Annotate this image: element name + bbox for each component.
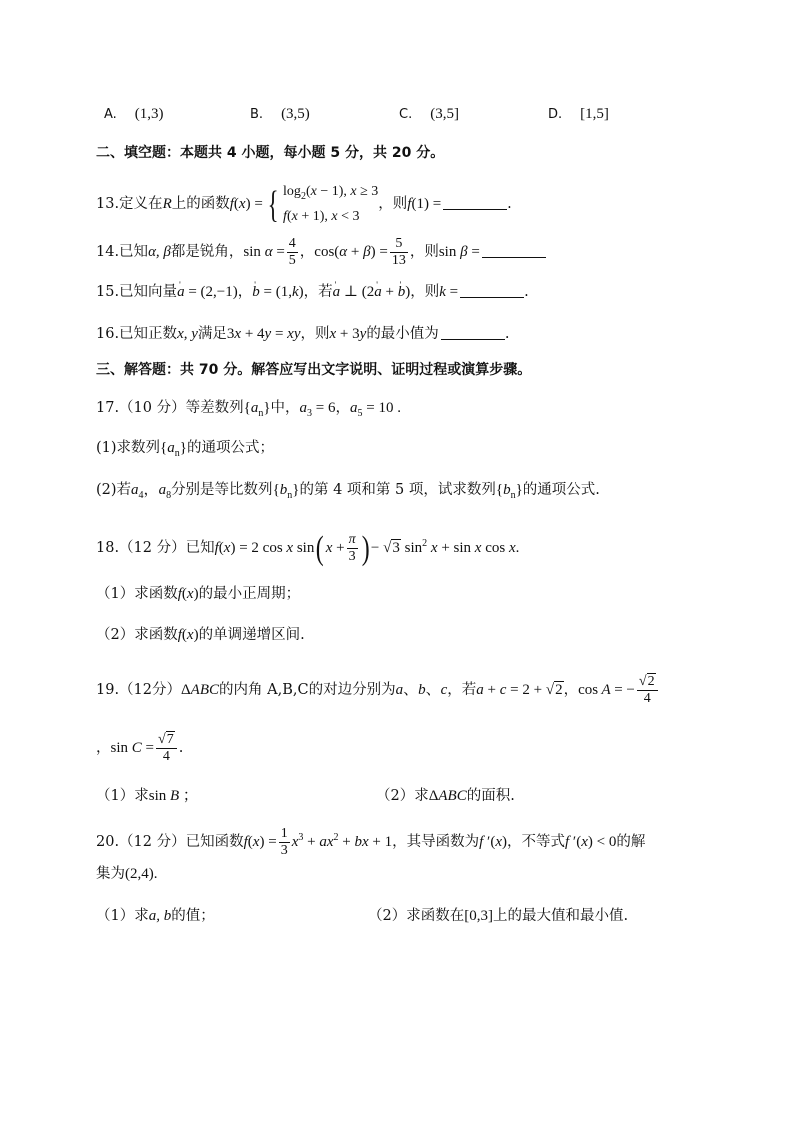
q20-text: 集为 [96,866,125,882]
q14-sin: sin α = [243,244,285,260]
q20-text: ，其导函数为 [392,834,480,850]
q14-comma: ， [299,244,315,260]
question-19-parts [96,786,754,806]
q19-sum: a + c = 2 + √2 [476,682,563,698]
fraction: $\frac{√7}{4}$ [156,732,177,765]
question-18 [96,524,754,567]
q17-text: 17.（10 分）等差数列 [96,400,244,416]
question-14 [96,232,754,272]
question-17-part-1 [96,438,754,464]
q17-text: 的通项公式. [522,482,600,498]
q18-text: （1）求函数 [96,586,178,602]
q17-text: 中， [270,400,300,416]
q14-vars: α, β [148,244,171,260]
q20-ineq: f ′(x) < 0 [564,834,617,850]
q14-cos: cos(α + β) = [314,244,388,260]
q17-comma: ， [335,400,350,416]
question-20-cont [96,864,754,884]
q18-text: 18.（12 分）已知 [96,540,215,556]
answer-blank[interactable] [482,243,546,258]
q17-text: (1)求数列 [96,440,161,456]
q20-derivative: f ′(x) [479,834,507,850]
q19-text: 的内角 A,B,C的对边分别为 [219,682,396,698]
q19-cosA: cos A = − [578,682,635,698]
q20-formula-tail: $x^3 + ax^2$ + bx + 1 [291,832,393,850]
q13-text: 13.定义在 [96,195,163,212]
question-19-cont [96,728,754,768]
q17-given: $a_5 = 10$ . [350,400,401,419]
q18-text: （2）求函数 [96,627,178,643]
q13-text: 上的函数 [171,195,230,212]
q17-seq: $\{a_n\}$ [243,400,271,419]
q17-seq: $\{a_n\}$ [160,440,187,459]
q20-formula: f(x) = [243,834,277,850]
choice-value: (1,3) [134,106,164,122]
q17-text: 分别是等比数列 [171,482,273,498]
q19-triangle: ΔABC [181,682,220,698]
choice-value: [1,5] [580,106,609,122]
q14-ask: sin β = [438,244,480,260]
choice-b [250,106,310,123]
section-fill-in-title: 二、填空题：本题共 4 小题，每小题 5 分，共 20 分。 [96,145,445,161]
q19-sinC: sin C = [110,740,154,756]
q19-sides: a、b、c [395,682,448,698]
q15-comma: ， [237,284,253,300]
q13-text: . [507,195,512,212]
q19-text: （2）求 [376,788,429,804]
question-15 [96,282,754,302]
question-17 [96,398,754,424]
question-20 [96,818,754,858]
fraction: $\frac{5}{13}$ [391,235,406,268]
q19-triangle: ΔABC [428,788,467,804]
q20-text: 的解 [616,834,646,850]
choice-a [104,106,164,123]
q19-text: 的面积. [466,788,515,804]
q16-text: 满足 [197,326,227,342]
q17-seq-b: $\{b_n\}$ [272,482,300,501]
q20-ab: a, b [148,908,172,924]
q13-formula: f(x) = { $\log_2(x - 1)$, x ≥ 3 f(x + 1), x < 3 [229,183,379,226]
q19-text: 19.（12分） [96,682,182,698]
q16-text: ，则 [300,326,330,342]
fraction: $\frac{4}{5}$ [288,235,296,268]
q14-text: ，则 [409,244,439,260]
choice-label: D. [548,107,563,122]
section-answer-title: 三、解答题：共 70 分。解答应写出文字说明、证明过程或演算步骤。 [96,362,532,378]
q20-text: 20.（12 分）已知函数 [96,834,244,850]
q19-text: ，若 [447,682,477,698]
q19-comma: ， [96,740,111,756]
question-17-part-2 [96,480,754,506]
q13-text: ，则 [378,195,408,212]
q18-text: 的单调递增区间. [198,627,305,643]
q13-ask: f(1) = [407,195,442,212]
answer-blank[interactable] [443,195,507,210]
q14-text: 14.已知 [96,244,149,260]
choice-label: A. [104,107,117,122]
q16-text: 的最小值为 [366,326,439,342]
question-18-part-1 [96,584,754,604]
fraction: $\frac{√2}{4}$ [637,674,658,707]
q15-vec-a: ' a = (2,−1) [177,284,238,300]
q17-text: 的通项公式； [186,440,274,456]
q20-text: 上的最大值和最小值. [492,908,629,924]
question-20-parts [96,906,754,926]
q16-eq: 3x + 4y = xy [226,326,301,342]
q15-text: ，若 [303,284,333,300]
answer-blank[interactable] [441,325,505,340]
q19-period: . [178,740,184,756]
q15-text: 15.已知向量 [96,284,178,300]
question-18-part-2 [96,625,754,645]
question-16 [96,324,754,344]
q15-vec-b: ' b = (1,k) [252,284,303,300]
q15-ask: k = [439,284,459,300]
q20-interval: (2,4). [125,866,158,882]
q13-R: R [162,195,172,212]
q20-part-2 [368,906,628,926]
q19-text: （1）求 [96,788,149,804]
choice-label: C. [399,107,413,122]
question-13 [96,182,754,226]
choice-value: (3,5) [281,106,310,122]
q17-text: 的第 4 项和第 5 项，试求数列 [299,482,496,498]
q15-perp: ' a ⊥ (2' a + ' b) [333,284,411,300]
q18-text: 的最小正周期； [198,586,301,602]
q20-text: （1）求 [96,908,149,924]
choice-d [548,106,609,123]
q14-text: 都是锐角， [170,244,244,260]
q15-text: . [524,284,529,300]
fraction: $\frac{1}{3}$ [280,825,288,858]
question-19 [96,670,754,710]
q20-text: ，不等式 [506,834,565,850]
q20-range: [0,3] [464,908,493,924]
q17-given: $a_3 = 6$ [299,400,336,419]
q18-fx: f(x) [177,627,199,643]
choice-value: (3,5] [430,106,459,122]
q15-text: ，则 [410,284,440,300]
q20-text: 的值； [171,908,215,924]
q20-text: （2）求函数在 [368,908,465,924]
q17-terms: $a_4$，$a_8$ [131,482,172,501]
q19-sinB: sin B ； [148,788,198,804]
q18-fx: f(x) [177,586,199,602]
choice-label: B. [250,107,264,122]
q19-part-2 [376,786,515,806]
q17-seq-b: $\{b_n\}$ [495,482,523,501]
q16-text: . [504,326,510,342]
q16-expr: x + 3y [329,326,367,342]
choice-c [399,106,459,123]
q16-text: 16.已知正数 [96,326,178,342]
q18-formula: f(x) = 2 cos x sin( x + $\frac{\pi}{3}$ ) − √3 $\sin^2 x + \sin x$ cos x. [214,529,520,567]
q16-vars: x, y [177,326,198,342]
q17-text: (2)若 [96,482,132,498]
q19-comma: ， [563,682,579,698]
answer-blank[interactable] [460,283,524,298]
